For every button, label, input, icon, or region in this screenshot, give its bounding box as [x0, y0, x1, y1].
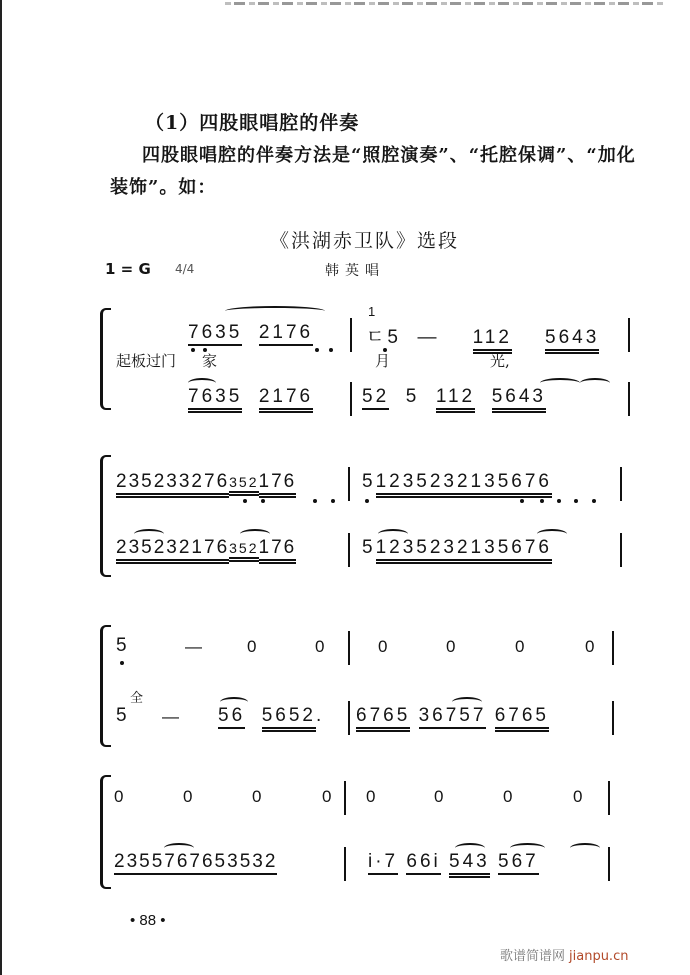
body-paragraph: 四股眼唱腔的伴奏方法是“照腔演奏”、“托腔保调”、“加化装饰”。如： — [110, 145, 636, 198]
rest: 0 — [446, 637, 456, 656]
voice-staff — [100, 304, 630, 352]
low-dot — [557, 499, 561, 503]
rest: 0 — [252, 787, 262, 806]
singer-credit: 韩英唱 — [325, 263, 385, 279]
barline — [620, 467, 622, 501]
song-title: 《洪湖赤卫队》选段 — [270, 230, 460, 252]
low-dot — [261, 499, 265, 503]
dash: — — [162, 707, 179, 726]
slur — [240, 529, 270, 539]
lyric: 月 — [375, 352, 391, 370]
barline — [348, 631, 350, 665]
measure: 7635 2176 — [188, 386, 313, 408]
barline — [620, 533, 622, 567]
section-heading: （1）四股眼唱腔的伴奏 — [145, 112, 360, 134]
barline — [348, 533, 350, 567]
low-dot — [540, 499, 544, 503]
page-number: • 88 • — [130, 912, 166, 929]
barline — [344, 781, 346, 815]
full-mark: 全 — [130, 690, 144, 705]
note: 5 — [116, 635, 130, 656]
rest: 0 — [378, 637, 388, 656]
rest: 0 — [366, 787, 376, 806]
rest: 0 — [585, 637, 595, 656]
barline — [348, 467, 350, 501]
measure: i·7 66i 543 567 — [368, 851, 539, 873]
barline — [612, 631, 614, 665]
low-dot — [315, 348, 319, 352]
score-system-4 — [100, 775, 630, 887]
barline — [628, 318, 630, 352]
low-dot — [520, 499, 524, 503]
low-dot — [574, 499, 578, 503]
slur — [455, 843, 485, 853]
time-signature: 4/4 — [175, 262, 195, 276]
barline — [344, 847, 346, 881]
accompaniment-staff — [100, 537, 630, 567]
measure: ㄷ5 — 112 5643 — [366, 322, 599, 349]
low-dot — [365, 499, 369, 503]
accompaniment-staff — [100, 851, 630, 881]
side-label: 起板过门 — [116, 352, 177, 370]
slur — [537, 529, 567, 539]
slur — [225, 306, 325, 316]
barline — [350, 318, 352, 352]
scan-noise — [225, 2, 665, 5]
score-system-3 — [100, 625, 630, 745]
score-system-1 — [100, 300, 630, 410]
voice-staff — [100, 635, 630, 665]
low-dot — [120, 661, 124, 665]
measure: 6765 36757 6765 — [356, 705, 549, 727]
barline — [608, 781, 610, 815]
low-dot — [329, 348, 333, 352]
barline — [350, 382, 352, 416]
slur — [580, 378, 610, 388]
measure: 51235232135676 — [362, 471, 552, 493]
rest: 0 — [183, 787, 193, 806]
rest: 0 — [247, 637, 257, 656]
low-dot — [313, 499, 317, 503]
rest: 0 — [515, 637, 525, 656]
rest: 0 — [503, 787, 513, 806]
measure: 56 5652. — [218, 705, 324, 727]
low-dot — [191, 348, 195, 352]
rest: 0 — [315, 637, 325, 656]
rest: 0 — [322, 787, 332, 806]
measure: 235233276352176 — [116, 471, 296, 493]
rest: 0 — [114, 787, 124, 806]
measure: 51235232135676 — [362, 537, 552, 559]
voice-staff — [100, 471, 630, 501]
barline — [348, 701, 350, 735]
key-signature: 1 = G — [105, 260, 151, 278]
page-edge — [0, 0, 2, 975]
watermark-site-name: 歌谱简谱网 — [500, 949, 566, 964]
voice-staff — [100, 785, 630, 815]
low-dot — [331, 499, 335, 503]
lyric: 家 — [202, 352, 218, 370]
barline — [612, 701, 614, 735]
dash: — — [185, 637, 202, 656]
watermark — [500, 945, 628, 964]
score-system-2 — [100, 455, 630, 575]
measure: 235232176352176 — [116, 537, 296, 559]
slur — [378, 529, 408, 539]
rest: 0 — [434, 787, 444, 806]
measure: 2355767653532 — [114, 851, 277, 873]
slur — [540, 378, 580, 388]
rest: 0 — [573, 787, 583, 806]
accompaniment-staff — [100, 386, 630, 416]
low-dot — [592, 499, 596, 503]
slur — [452, 697, 482, 707]
watermark-url: jianpu.cn — [569, 949, 629, 964]
slur — [570, 843, 600, 853]
accompaniment-staff — [100, 705, 630, 735]
measure: 52 5 112 5643 — [362, 386, 546, 408]
measure: 7635 2176 — [188, 322, 313, 344]
barline — [628, 382, 630, 416]
barline — [608, 847, 610, 881]
lyric: 光, — [490, 352, 510, 370]
volta-mark: 1 — [368, 304, 376, 319]
note: 5 — [116, 705, 130, 726]
slur — [510, 843, 545, 853]
low-dot — [243, 499, 247, 503]
